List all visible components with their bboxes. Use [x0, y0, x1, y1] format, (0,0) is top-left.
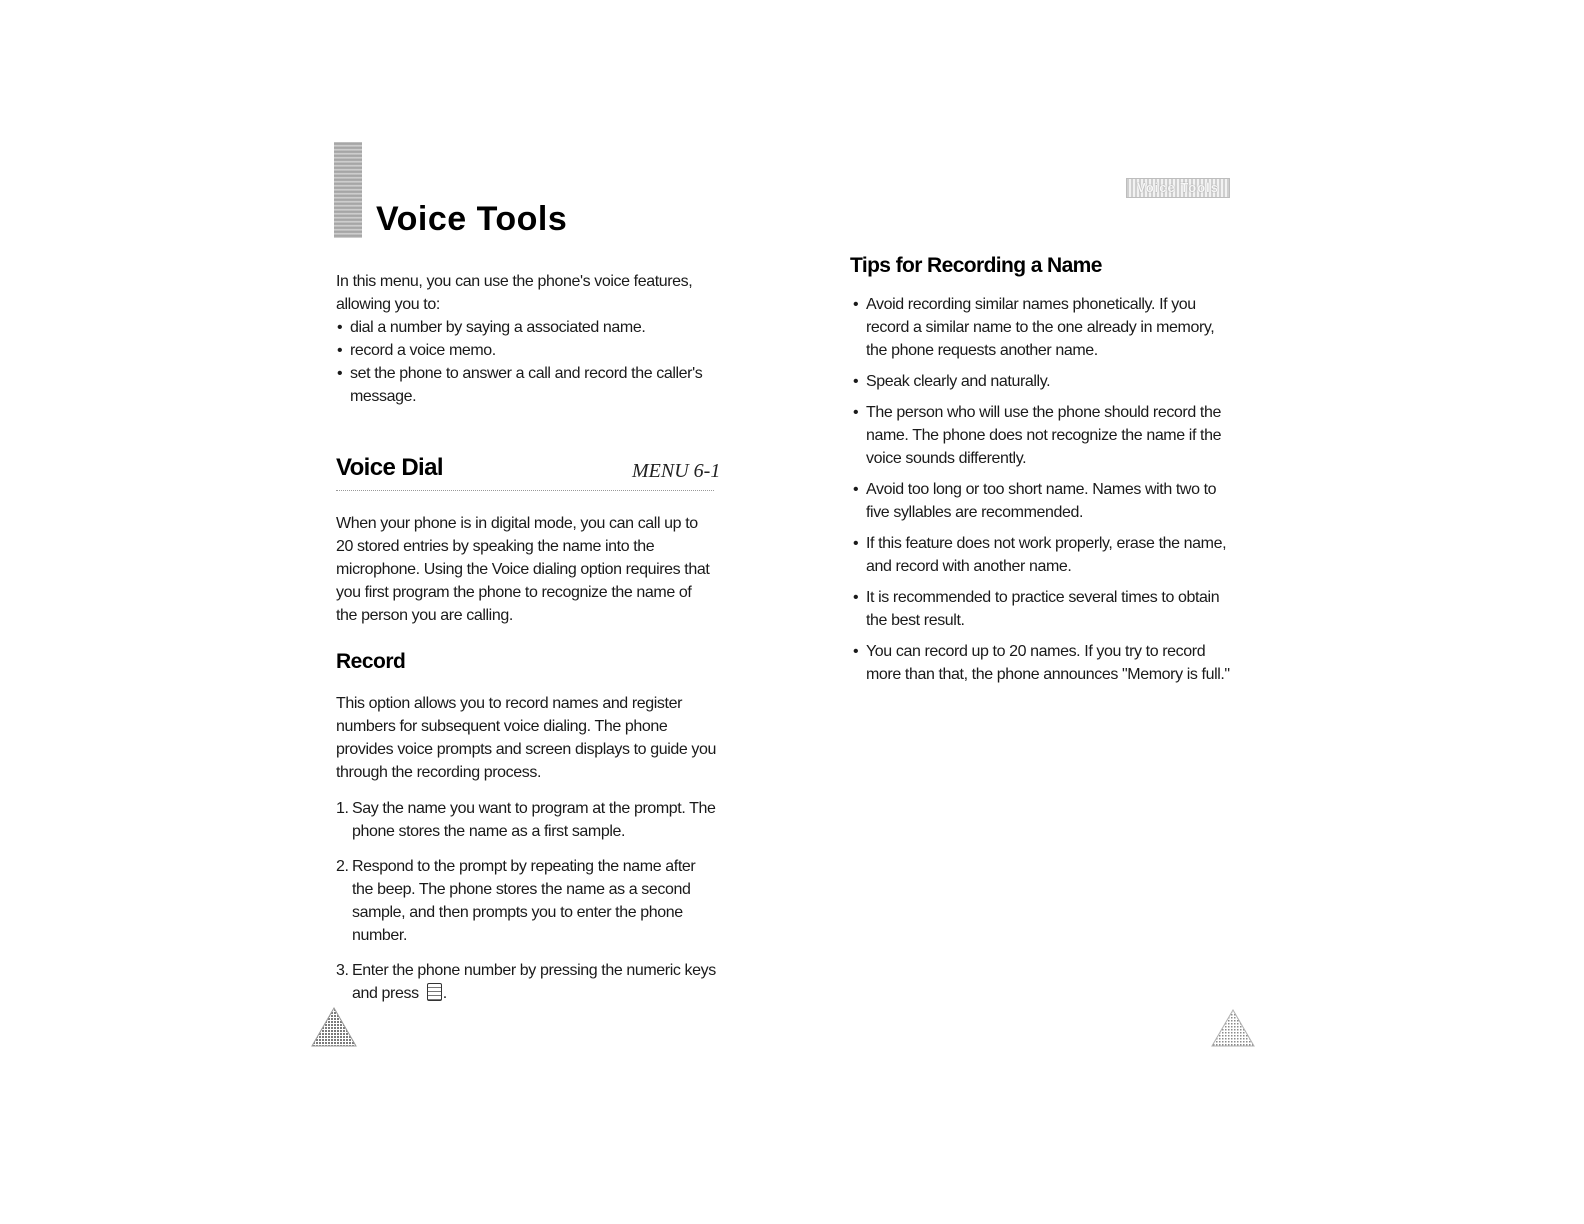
- list-item: [336, 855, 716, 947]
- step-text: Enter the phone number by pressing the numeric keys and press: [352, 962, 716, 1002]
- record-steps-list: [336, 797, 716, 1017]
- record-text: This option allows you to record names and register numbers for subsequent voice dialing. The phone provides voice prompts and screen displays to guide you through the recording process.: [336, 695, 717, 781]
- chapter-title: Voice Tools: [376, 200, 568, 238]
- record-heading: Record: [336, 650, 406, 673]
- list-item: • You can record up to 20 names. If you try to record more than that, the phone announces "Memory is full.": [852, 640, 1232, 686]
- tips-list: [852, 293, 1232, 694]
- step-number: 2.: [336, 858, 349, 875]
- heading-divider: [336, 490, 714, 491]
- page-triangle-icon: [310, 1006, 358, 1048]
- list-item: • dial a number by saying a associated name.: [336, 316, 716, 339]
- step-number: 1.: [336, 800, 349, 817]
- page-triangle-icon: [1210, 1008, 1256, 1048]
- intro-bullet-list: [336, 316, 716, 408]
- step-number: 3.: [336, 962, 349, 979]
- chapter-marker-bar: [334, 142, 362, 238]
- list-item: • Avoid recording similar names phonetically. If you record a similar name to the one already in memory, the phone requests another name.: [852, 293, 1232, 362]
- step-suffix: .: [442, 985, 447, 1002]
- header-tab: Voice Tools: [1126, 178, 1230, 198]
- right-page: [792, 0, 1584, 1224]
- intro-section: [336, 270, 716, 408]
- tips-heading: Tips for Recording a Name: [850, 254, 1102, 277]
- list-item: • set the phone to answer a call and record the caller's message.: [336, 362, 716, 408]
- list-item: • It is recommended to practice several times to obtain the best result.: [852, 586, 1232, 632]
- list-item: [336, 797, 716, 843]
- list-item: • Speak clearly and naturally.: [852, 370, 1232, 393]
- voice-dial-heading: Voice Dial: [336, 454, 443, 481]
- menu-code: MENU 6-1: [632, 460, 721, 482]
- list-item: • If this feature does not work properly, erase the name, and record with another name.: [852, 532, 1232, 578]
- menu-key-icon: [427, 983, 442, 1001]
- intro-text: In this menu, you can use the phone's voice features, allowing you to:: [336, 273, 693, 313]
- voice-dial-text: When your phone is in digital mode, you can call up to 20 stored entries by speaking the name into the microphone. Using the Voice dialing option requires that you first program the phone to recognize the name of the person you are calling.: [336, 515, 710, 624]
- step-text: Say the name you want to program at the prompt. The phone stores the name as a first sample.: [352, 800, 716, 840]
- list-item: • Avoid too long or too short name. Names with two to five syllables are recommended.: [852, 478, 1232, 524]
- step-text: Respond to the prompt by repeating the name after the beep. The phone stores the name as a second sample, and then prompts you to enter the phone number.: [352, 858, 696, 944]
- list-item: • record a voice memo.: [336, 339, 716, 362]
- list-item: [336, 959, 716, 1005]
- list-item: • The person who will use the phone should record the name. The phone does not recognize the name if the voice sounds differently.: [852, 401, 1232, 470]
